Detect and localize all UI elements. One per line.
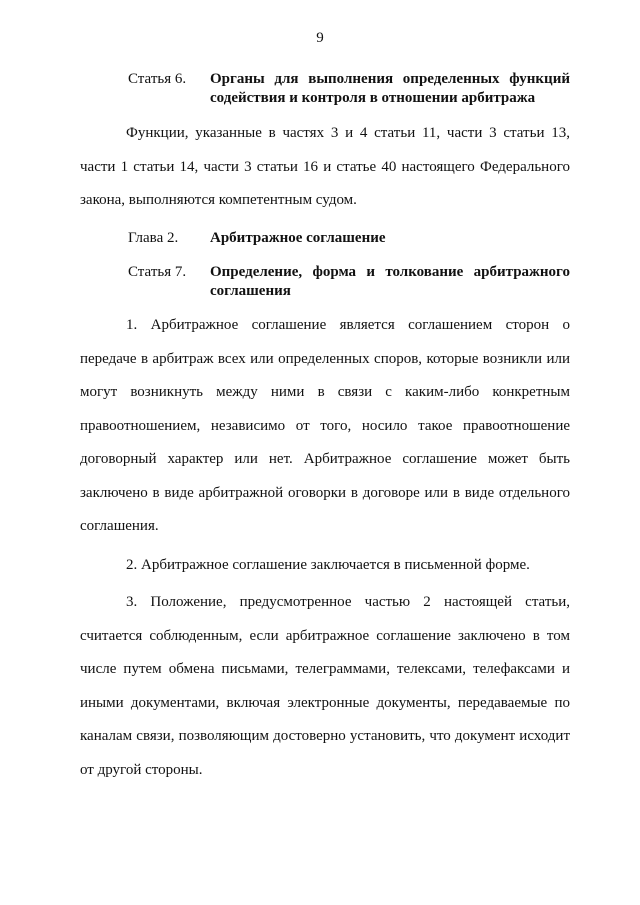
- article-6-label: Статья 6.: [128, 71, 187, 87]
- chapter-2-heading: [128, 229, 570, 248]
- chapter-2-label: Глава 2.: [128, 230, 179, 246]
- article-7-paragraph-2: 2. Арбитражное соглашение заключается в письменной форме.: [126, 557, 530, 573]
- article-7-paragraph-3: 3. Положение, предусмотренное частью 2 настоящей статьи, считается соблюденным, если арбитражное соглашение заключено в том числе путем обмена письмами, телеграммами, телексами, телефаксами и иными документами, включая электронные документы, передаваемые по каналам связи, позволяющим достоверно установить, что документ исходит от другой стороны.: [80, 594, 570, 778]
- chapter-2-title: Арбитражное соглашение: [210, 230, 386, 246]
- article-7-paragraph-1: 1. Арбитражное соглашение является соглашением сторон о передаче в арбитраж всех или определенных споров, которые возникли или могут возникнуть между ними в связи с каким-либо конкретным правоотношением, независимо от того, носило такое правоотношение договорный характер или нет. Арбитражное соглашение может быть заключено в виде арбитражной оговорки в договоре или в виде отдельного соглашения.: [80, 317, 570, 534]
- article-6-paragraph: Функции, указанные в частях 3 и 4 статьи 11, части 3 статьи 13, части 1 статьи 14, части 3 статьи 16 и статье 40 настоящего Федерального закона, выполняются компетентным судом.: [80, 125, 570, 208]
- article-6-title: Органы для выполнения определенных функций содействия и контроля в отношении арбитража: [210, 71, 570, 106]
- article-7-title: Определение, форма и толкование арбитражного соглашения: [210, 264, 570, 299]
- article-7-label: Статья 7.: [128, 264, 187, 280]
- page-number: 9: [316, 30, 324, 46]
- article-6-heading: [128, 70, 570, 108]
- article-7-heading: [128, 263, 570, 301]
